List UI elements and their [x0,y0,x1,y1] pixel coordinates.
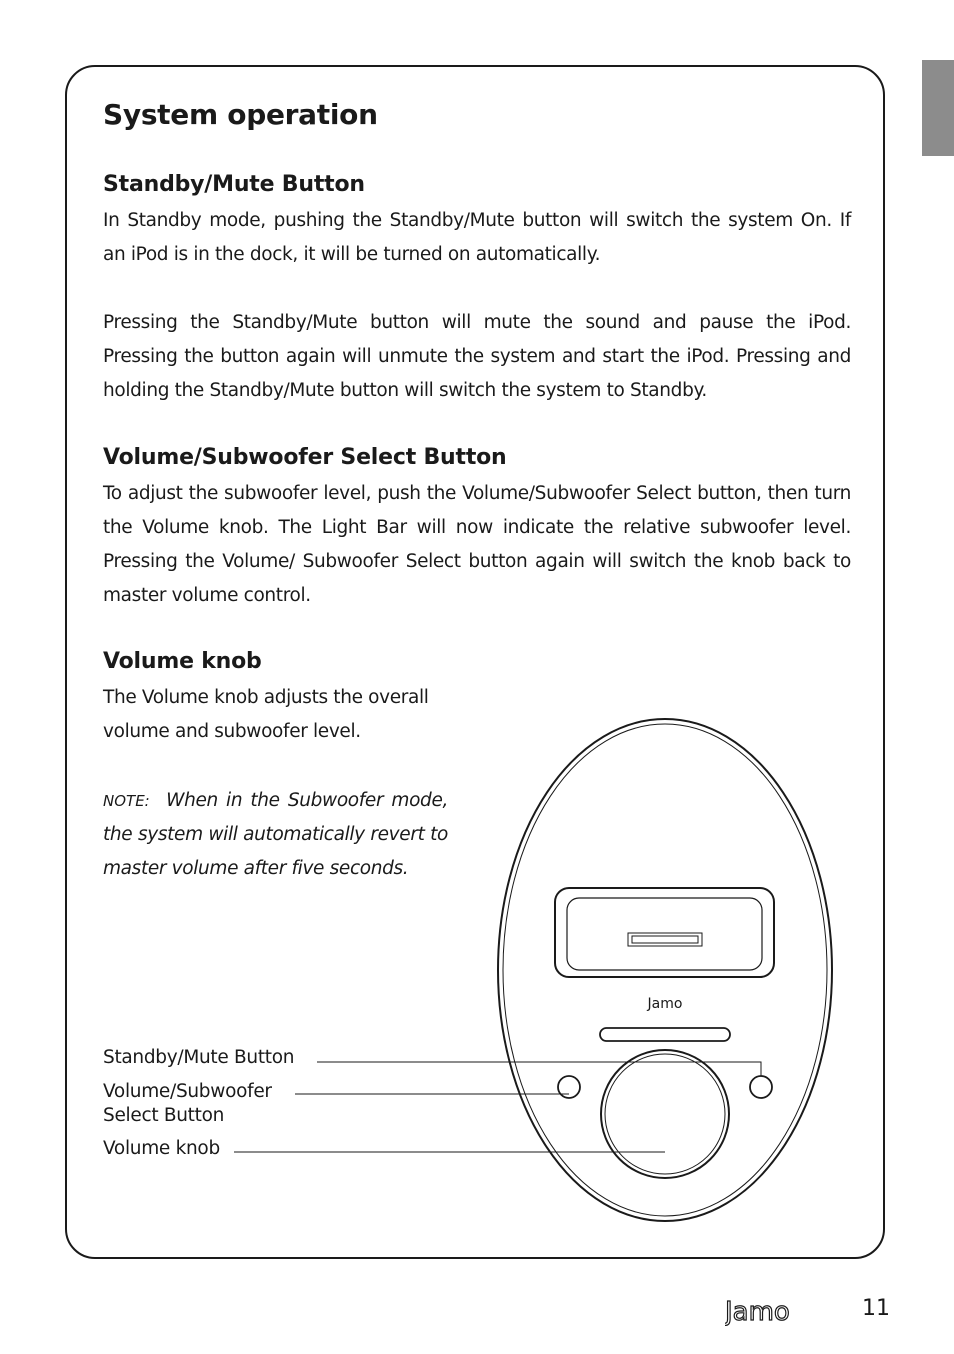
light-bar [600,1028,730,1041]
brand-logo-text: Jamo [725,1297,790,1326]
paragraph-standby-2: Pressing the Standby/Mute button will mute the sound and pause the iPod. Pressing the button again will unmute the system and start the iPod. Pressing and holding the Standby/Mute button will switch the system to Standby. [103,312,851,401]
device-logo: Jamo [647,996,683,1012]
volume-subwoofer-select-button [558,1076,580,1098]
brand-logo [725,1296,827,1326]
paragraph-standby-1: In Standby mode, pushing the Standby/Mute button will switch the system On. If an iPod is in the dock, it will be turned on automatically. [103,210,851,265]
note-label: NOTE: [103,792,150,810]
callout-volume-subwoofer [103,1080,272,1128]
standby-mute-button [750,1076,772,1098]
callout-line-standby [317,1062,761,1076]
callout-standby-mute: Standby/Mute Button [103,1047,295,1068]
callout-volume-knob: Volume knob [103,1138,220,1159]
heading-standby-mute: Standby/Mute Button [103,172,365,197]
callout-volume-subwoofer-line2: Select Button [103,1105,225,1126]
volume-knob [601,1050,729,1178]
callout-volume-subwoofer-line1: Volume/Subwoofer [103,1081,272,1102]
heading-volume-knob: Volume knob [103,649,262,674]
paragraph-volume-subwoofer: To adjust the subwoofer level, push the Volume/Subwoofer Select button, then turn the Volume knob. The Light Bar will now indicate the relative subwoofer level. Pressing the Volume/ Subwoofer Select button again will switch the knob back to master volume control. [103,483,851,606]
paragraph-volume-knob: The Volume knob adjusts the overall volume and subwoofer level. [103,687,429,742]
page-number: 11 [862,1296,890,1321]
page-title: System operation [103,98,378,131]
note-text: When in the Subwoofer mode, the system will automatically revert to master volume after five seconds. [103,790,449,879]
ipod-dock [555,888,774,977]
heading-volume-subwoofer: Volume/Subwoofer Select Button [103,445,507,470]
